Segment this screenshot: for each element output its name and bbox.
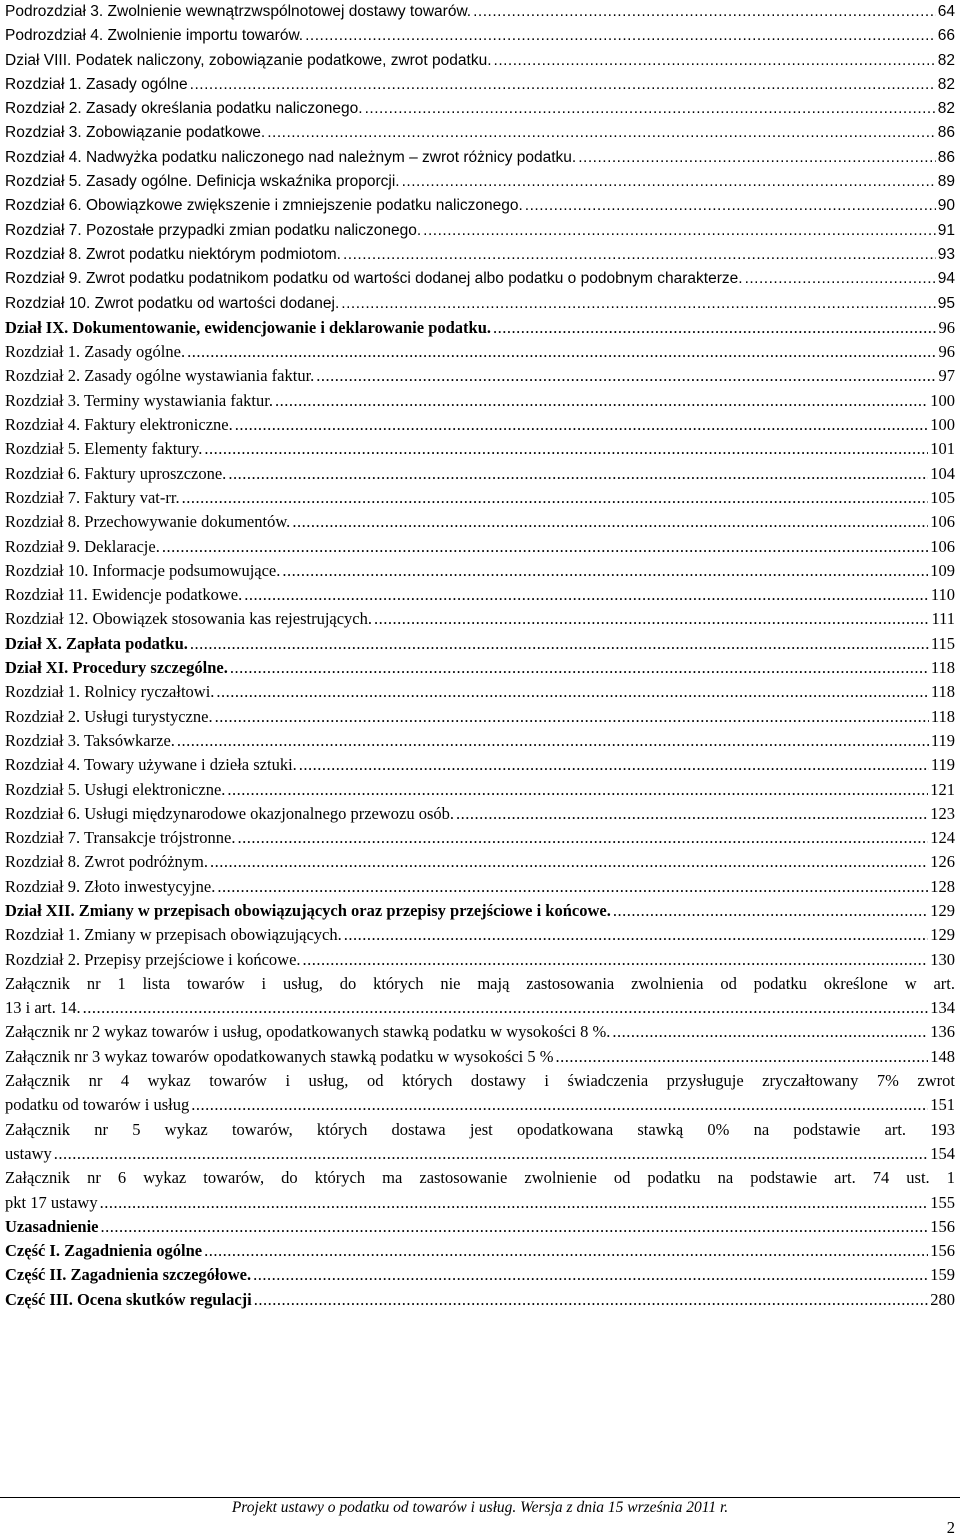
toc-entry-title: Rozdział 9. Deklaracje. [5, 536, 160, 556]
dot-leader [54, 1142, 929, 1166]
toc-entry-title: Część III. Ocena skutków regulacji [5, 1289, 252, 1309]
dot-leader [341, 292, 935, 316]
toc-entry-title: Rozdział 1. Zmiany w przepisach obowiązujących. [5, 925, 342, 945]
toc-entry-title: Część II. Zagadnienia szczegółowe. [5, 1265, 252, 1285]
toc-entry-title: Rozdział 2. Usługi turystyczne. [5, 706, 213, 726]
toc-entry[interactable] [5, 0, 955, 24]
toc-entry-page: 91 [937, 221, 955, 239]
toc-entry-page: 86 [937, 124, 955, 142]
toc-entry-page: 109 [930, 560, 955, 580]
annex-entry-title: Załącznik nr 5 wykaz towarów, których dostawa jest opodatkowana stawką 0% na podstawie art. 193 [5, 1119, 955, 1139]
toc-entry-title: Podrozdział 4. Zwolnienie importu towarów. [5, 27, 304, 45]
toc-entry-page: 100 [930, 390, 955, 410]
toc-entry-title: Podrozdział 3. Zwolnienie wewnątrzwspólnotowej dostawy towarów. [5, 3, 472, 20]
toc-entry[interactable] [5, 340, 955, 364]
toc-entry-page: 151 [930, 1095, 955, 1115]
toc-entry-page: 66 [937, 27, 955, 45]
dot-leader [253, 1263, 928, 1287]
toc-entry[interactable] [5, 462, 955, 486]
toc-entry-page: 90 [937, 197, 955, 215]
toc-entry-page: 101 [930, 439, 955, 459]
toc-entry[interactable] [5, 778, 955, 802]
toc-entry-page: 86 [937, 148, 955, 166]
footer-text: Projekt ustawy o podatku od towarów i usług. Wersja z dnia 15 września 2011 r. [231, 1499, 729, 1516]
toc-entry-title: Dział VIII. Podatek naliczony, zobowiązanie podatkowe, zwrot podatku. [5, 51, 492, 69]
toc-entry-page: 96 [938, 317, 955, 337]
toc-entry-page: 94 [937, 270, 955, 288]
dot-leader [101, 1215, 929, 1239]
toc-entry-title: Rozdział 5. Zasady ogólne. Definicja wskaźnika proporcji. [5, 173, 400, 191]
dot-leader [254, 1288, 929, 1312]
toc-entry[interactable] [5, 1288, 955, 1312]
dot-leader [493, 316, 936, 340]
toc-entry-page: 95 [937, 294, 955, 312]
dot-leader [303, 948, 929, 972]
toc-entry-page: 123 [930, 803, 955, 823]
dot-leader [305, 24, 936, 48]
annex-entry[interactable] [5, 972, 955, 1021]
toc-entry-title: Rozdział 5. Elementy faktury. [5, 439, 203, 459]
toc-entry[interactable] [5, 292, 955, 316]
toc-entry-page: 106 [930, 512, 955, 532]
toc-entry-title: Rozdział 4. Faktury elektroniczne. [5, 415, 233, 435]
dot-leader [228, 462, 928, 486]
annex-entry-continuation[interactable] [5, 1093, 955, 1117]
toc-entry[interactable] [5, 389, 955, 413]
toc-entry-title: Rozdział 1. Zasady ogólne. [5, 342, 186, 362]
toc-entry-page: 118 [930, 682, 955, 702]
toc-entry-title: Dział XI. Procedury szczególne. [5, 658, 228, 678]
dot-leader [555, 1045, 928, 1069]
dot-leader [402, 170, 936, 194]
dot-leader [227, 778, 928, 802]
toc-entry-title: Rozdział 8. Zwrot podróżnym. [5, 852, 208, 872]
toc-entry-page: 119 [930, 730, 955, 750]
toc-entry-title: ustawy [5, 1143, 52, 1163]
toc-entry[interactable] [5, 607, 955, 631]
dot-leader [215, 705, 929, 729]
toc-entry-title: Rozdział 3. Taksówkarze. [5, 730, 175, 750]
dot-leader [316, 364, 936, 388]
toc-entry[interactable] [5, 948, 955, 972]
dot-leader [100, 1191, 929, 1215]
dot-leader [238, 826, 929, 850]
toc-entry-page: 134 [930, 998, 955, 1018]
toc-entry-page: 106 [930, 536, 955, 556]
dot-leader [292, 510, 928, 534]
toc-entry-title: Rozdział 11. Ewidencje podatkowe. [5, 585, 243, 605]
annex-entry[interactable] [5, 1069, 955, 1118]
dot-leader [365, 97, 936, 121]
toc-entry[interactable] [5, 1239, 955, 1263]
dot-leader [299, 753, 929, 777]
toc-entry-page: 129 [930, 900, 955, 920]
toc-entry-page: 115 [930, 633, 955, 653]
dot-leader [204, 437, 928, 461]
toc-entry-page: 155 [930, 1192, 955, 1212]
toc-entry[interactable] [5, 73, 955, 97]
dot-leader [494, 49, 936, 73]
toc-entry[interactable] [5, 364, 955, 388]
toc-entry[interactable] [5, 923, 955, 947]
toc-entry[interactable] [5, 486, 955, 510]
toc-entry-title: Rozdział 2. Zasady ogólne wystawiania faktur. [5, 366, 315, 386]
toc-entry[interactable] [5, 1263, 955, 1287]
toc-entry-title: pkt 17 ustawy [5, 1192, 98, 1212]
toc-entry[interactable] [5, 316, 955, 340]
toc-entry-title: Rozdział 1. Rolnicy ryczałtowi. [5, 682, 215, 702]
toc-entry[interactable] [5, 219, 955, 243]
toc-entry-title: 13 i art. 14. [5, 998, 81, 1018]
toc-entry-title: Rozdział 6. Usługi międzynarodowe okazjonalnego przewozu osób. [5, 803, 455, 823]
toc-entry[interactable] [5, 729, 955, 753]
annex-entry-continuation[interactable] [5, 1191, 955, 1215]
toc-entry-title: Rozdział 12. Obowiązek stosowania kas rejestrujących. [5, 609, 373, 629]
toc-entry[interactable] [5, 680, 955, 704]
toc-entry-page: 156 [930, 1216, 955, 1236]
toc-entry-page: 121 [930, 779, 955, 799]
annex-entry-continuation[interactable] [5, 996, 955, 1020]
dot-leader [190, 73, 936, 97]
toc-entry-title: Rozdział 4. Towary używane i dzieła sztuki. [5, 755, 297, 775]
dot-leader [190, 632, 929, 656]
toc-entry-title: Rozdział 4. Nadwyżka podatku naliczonego nad należnym – zwrot różnicy podatku. [5, 148, 577, 166]
toc-entry[interactable] [5, 1215, 955, 1239]
toc-entry-page: 82 [937, 75, 955, 93]
toc-entry-page: 156 [930, 1241, 955, 1261]
toc-entry-title: Rozdział 3. Zobowiązanie podatkowe. [5, 124, 266, 142]
annex-entry[interactable] [5, 1166, 955, 1215]
toc-entry-page: 82 [937, 51, 955, 69]
toc-entry-page: 96 [938, 342, 955, 362]
toc-entry-title: Rozdział 9. Zwrot podatku podatnikom podatku od wartości dodanej albo podatku o podobnym charakterze. [5, 270, 743, 288]
dot-leader [275, 389, 928, 413]
toc-entry-title: Dział X. Zapłata podatku. [5, 633, 188, 653]
dot-leader [235, 413, 929, 437]
dot-leader [210, 850, 928, 874]
toc-entry[interactable] [5, 121, 955, 145]
page-number: 2 [946, 1518, 955, 1537]
toc-entry[interactable] [5, 97, 955, 121]
toc-entry[interactable] [5, 437, 955, 461]
toc-entry-title: Rozdział 6. Obowiązkowe zwiększenie i zmniejszenie podatku naliczonego. [5, 197, 523, 215]
toc-entry-page: 104 [930, 463, 955, 483]
toc-entry[interactable] [5, 49, 955, 73]
dot-leader [182, 486, 929, 510]
toc-entry-title: Rozdział 2. Zasady określania podatku naliczonego. [5, 100, 363, 118]
toc-entry[interactable] [5, 899, 955, 923]
toc-entry-title: Rozdział 8. Zwrot podatku niektórym podmiotom. [5, 245, 341, 263]
toc-entry[interactable] [5, 170, 955, 194]
toc-entry-title: Rozdział 7. Transakcje trójstronne. [5, 828, 236, 848]
toc-entry-title: Uzasadnienie [5, 1216, 99, 1236]
toc-entry-page: 159 [930, 1265, 955, 1285]
footer-divider [0, 1497, 960, 1498]
toc-entry-page: 124 [930, 828, 955, 848]
toc-entry[interactable] [5, 826, 955, 850]
dot-leader [525, 194, 936, 218]
toc-entry[interactable] [5, 24, 955, 48]
toc-entry-title: Załącznik nr 3 wykaz towarów opodatkowanych stawką podatku w wysokości 5 % [5, 1046, 554, 1066]
toc-entry[interactable] [5, 535, 955, 559]
toc-entry[interactable] [5, 559, 955, 583]
dot-leader [613, 899, 928, 923]
dot-leader [83, 996, 929, 1020]
annex-entry-continuation[interactable] [5, 1142, 955, 1166]
toc-entry-title: Rozdział 5. Usługi elektroniczne. [5, 779, 226, 799]
dot-leader [578, 146, 936, 170]
dot-leader [456, 802, 928, 826]
toc-entry-title: Rozdział 1. Zasady ogólne [5, 75, 188, 93]
annex-entry-title: Załącznik nr 4 wykaz towarów i usług, od których dostawy i świadczenia przysługuje zryczałtowany 7% zwrot [5, 1071, 955, 1091]
toc-entry-page: 89 [937, 173, 955, 191]
toc-entry-title: Rozdział 8. Przechowywanie dokumentów. [5, 512, 291, 532]
toc-entry-title: Rozdział 9. Złoto inwestycyjne. [5, 876, 216, 896]
dot-leader [473, 0, 936, 24]
toc-entry-title: Rozdział 7. Pozostałe przypadki zmian podatku naliczonego. [5, 221, 422, 239]
toc-entry-page: 100 [930, 415, 955, 435]
toc-entry-page: 118 [930, 658, 955, 678]
toc-entry-page: 97 [938, 366, 955, 386]
toc-entry-title: Część I. Zagadnienia ogólne [5, 1241, 203, 1261]
dot-leader [204, 1239, 928, 1263]
dot-leader [612, 1020, 928, 1044]
annex-entry[interactable] [5, 1045, 955, 1069]
dot-leader [267, 121, 936, 145]
dot-leader [344, 923, 928, 947]
toc-entry-title: Rozdział 2. Przepisy przejściowe i końcowe. [5, 949, 301, 969]
toc-entry-page: 105 [930, 487, 955, 507]
toc-entry[interactable] [5, 656, 955, 680]
dot-leader [187, 340, 936, 364]
toc-entry[interactable] [5, 510, 955, 534]
toc-entry[interactable] [5, 413, 955, 437]
toc-entry[interactable] [5, 146, 955, 170]
annex-entry-title: Załącznik nr 6 wykaz towarów, do których ma zastosowanie zwolnienie od podatku na podstawie art. 74 ust. 1 [5, 1168, 955, 1188]
dot-leader [177, 729, 929, 753]
dot-leader [191, 1093, 928, 1117]
toc-entry-title: Rozdział 3. Terminy wystawiania faktur. [5, 390, 273, 410]
dot-leader [217, 875, 928, 899]
toc-entry[interactable] [5, 753, 955, 777]
toc-entry[interactable] [5, 705, 955, 729]
dot-leader [244, 583, 929, 607]
toc-entry-page: 126 [930, 852, 955, 872]
toc-entry-title: Rozdział 10. Zwrot podatku od wartości dodanej. [5, 294, 340, 312]
toc-entry-page: 111 [931, 609, 955, 629]
toc-entry[interactable] [5, 243, 955, 267]
dot-leader [282, 559, 928, 583]
toc-entry-page: 128 [930, 876, 955, 896]
annex-entry[interactable] [5, 1118, 955, 1167]
toc-entry-page: 64 [937, 3, 955, 20]
annex-entry-title: Załącznik nr 1 lista towarów i usług, do których nie mają zastosowania zwolnienia od podatku określone w art. [5, 973, 955, 993]
toc-entry[interactable] [5, 267, 955, 291]
table-of-contents [5, 0, 955, 1312]
toc-entry-page: 119 [930, 755, 955, 775]
toc-entry-page: 154 [930, 1143, 955, 1163]
toc-entry-page: 93 [937, 245, 955, 263]
toc-entry-title: Dział IX. Dokumentowanie, ewidencjowanie i deklarowanie podatku. [5, 317, 492, 337]
toc-entry[interactable] [5, 583, 955, 607]
toc-entry-page: 118 [930, 706, 955, 726]
dot-leader [423, 219, 936, 243]
dot-leader [216, 680, 928, 704]
toc-entry[interactable] [5, 632, 955, 656]
toc-entry-title: Rozdział 7. Faktury vat-rr. [5, 487, 180, 507]
dot-leader [745, 267, 936, 291]
toc-entry-page: 136 [930, 1022, 955, 1042]
toc-entry-title: podatku od towarów i usług [5, 1095, 190, 1115]
toc-entry[interactable] [5, 194, 955, 218]
toc-entry-page: 129 [930, 925, 955, 945]
toc-entry-title: Dział XII. Zmiany w przepisach obowiązujących oraz przepisy przejściowe i końcowe. [5, 900, 611, 920]
toc-entry-page: 130 [930, 949, 955, 969]
dot-leader [343, 243, 936, 267]
annex-entry[interactable] [5, 1020, 955, 1044]
toc-entry-title: Rozdział 6. Faktury uproszczone. [5, 463, 227, 483]
toc-entry-page: 280 [930, 1289, 955, 1309]
toc-entry-page: 110 [930, 585, 955, 605]
toc-entry-page: 148 [930, 1046, 955, 1066]
toc-entry[interactable] [5, 802, 955, 826]
toc-entry[interactable] [5, 850, 955, 874]
dot-leader [230, 656, 929, 680]
toc-entry[interactable] [5, 875, 955, 899]
toc-entry-title: Rozdział 10. Informacje podsumowujące. [5, 560, 281, 580]
dot-leader [162, 535, 928, 559]
toc-entry-page: 82 [937, 100, 955, 118]
dot-leader [374, 607, 929, 631]
toc-entry-title: Załącznik nr 2 wykaz towarów i usług, opodatkowanych stawką podatku w wysokości 8 %. [5, 1022, 611, 1042]
